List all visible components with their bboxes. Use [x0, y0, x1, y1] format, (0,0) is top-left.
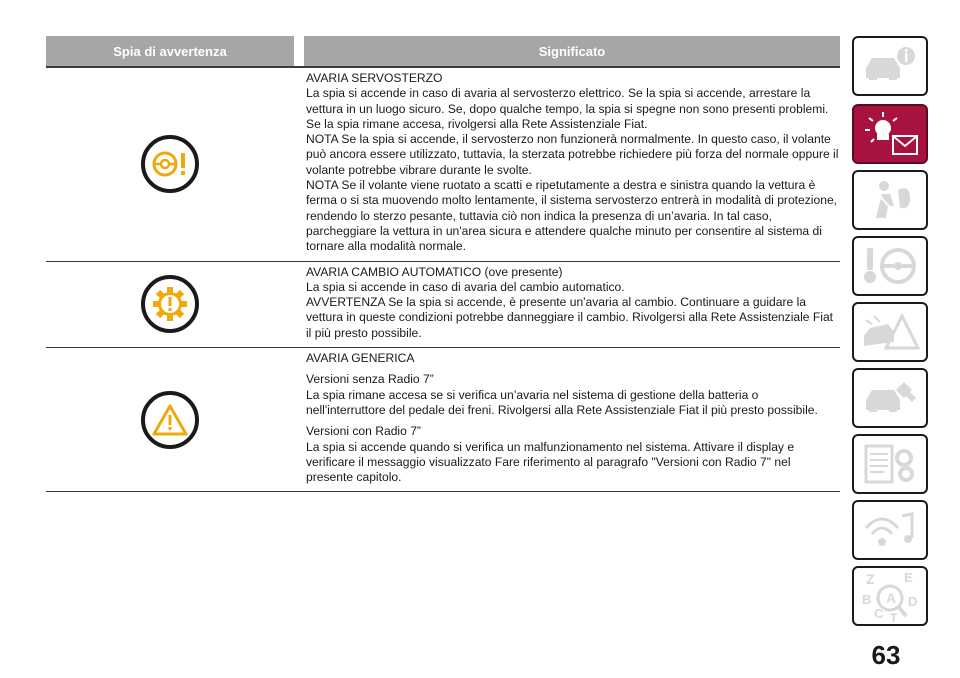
meaning-text: AVARIA GENERICA — [306, 351, 415, 366]
tab-car-info[interactable] — [852, 36, 928, 96]
table-row — [46, 348, 840, 492]
index-letter: A — [886, 590, 897, 606]
meaning-text: Versioni con Radio 7” La spia si accende quando si verifica un malfunzionamento nel sistema. Attivare il display e verificare il messaggio visualizzato Fare riferimento al paragrafo "Versioni con Radio 7" nel presente capitolo. — [306, 424, 795, 485]
warning-lights-messages-icon — [859, 110, 921, 158]
general-failure-triangle-icon — [141, 391, 199, 449]
table-row — [46, 68, 840, 262]
alphabetical-index-icon — [860, 570, 920, 622]
warning-lights-table — [46, 36, 840, 492]
meaning-text: Versioni senza Radio 7” La spia rimane accesa se si verifica un’avaria nel sistema di gestione della batteria o nell'interruttore del pedale dei freni. Rivolgersi alla Rete Assistenziale Fiat il più presto possibile. — [306, 372, 818, 417]
technical-data-icon — [860, 442, 920, 486]
meaning-cell — [294, 348, 840, 491]
safety-airbag-icon — [860, 178, 920, 222]
power-steering-warning-icon — [141, 135, 199, 193]
header-separator — [294, 36, 304, 66]
tab-maintenance[interactable] — [852, 368, 928, 428]
index-letter: C — [874, 606, 884, 621]
index-letter: E — [904, 570, 913, 585]
header-warning-light: Spia di avvertenza — [113, 43, 227, 59]
icon-cell — [46, 348, 294, 491]
index-letter: B — [862, 592, 872, 607]
meaning-cell — [294, 68, 840, 261]
multimedia-icon — [860, 508, 920, 552]
page-number: 63 — [871, 640, 901, 670]
index-letter: Z — [866, 571, 875, 587]
tab-index[interactable] — [852, 566, 928, 626]
automatic-transmission-warning-icon — [141, 275, 199, 333]
tab-emergency[interactable] — [852, 302, 928, 362]
index-letter: T — [890, 611, 898, 622]
header-meaning: Significato — [538, 43, 606, 59]
icon-cell — [46, 262, 294, 347]
tab-multimedia[interactable] — [852, 500, 928, 560]
tab-safety[interactable] — [852, 170, 928, 230]
meaning-text: AVARIA SERVOSTERZO La spia si accende in caso di avaria al servosterzo elettrico. Se la spia si accende, arrestare la vettura in un luogo sicuro. Se, dopo qualche tempo, la spia si spegne non sono presenti problemi. Se la spia rimane accesa, rivolgersi alla Rete Assistenziale Fiat. NOTA Se la spia si accende, il servosterzo non funzionerà normalmente. In questo caso, il volante può ancora essere utilizzato, tuttavia, la sterzata potrebbe richiedere più forza del normale oppure il volante potrebbe vibrare durante le svolte. NOTA Se il volante viene ruotato a scatti e ripetutamente a destra e sinistra quando la vettura è ferma o si sta muovendo molto lentamente, il sistema servosterzo entrerà in modalità di protezione, rendendo lo sterzo pesante, tuttavia ciò non indica la presenza di un’avaria. In tal caso, parcheggiare la vettura in un'area sicura e attendere qualche minuto per consentire al sistema di tornare alla modalità normale. — [306, 71, 839, 254]
table-row — [46, 262, 840, 348]
tab-starting-driving[interactable] — [852, 236, 928, 296]
meaning-cell — [294, 262, 840, 347]
car-emergency-icon — [860, 310, 920, 354]
car-info-icon — [860, 44, 920, 88]
meaning-text: AVARIA CAMBIO AUTOMATICO (ove presente) La spia si accende in caso di avaria del cambio automatico. AVVERTENZA Se la spia si accende, è presente un'avaria al cambio. Continuare a guidare la vettura in queste condizioni potrebbe danneggiare il cambio. Rivolgersi alla Rete Assistenziale Fiat il più presto possibile. — [306, 264, 834, 340]
steering-wheel-key-icon — [860, 244, 920, 288]
tab-warning-lights[interactable] — [852, 104, 928, 164]
car-service-icon — [860, 376, 920, 420]
tab-technical-data[interactable] — [852, 434, 928, 494]
icon-cell — [46, 68, 294, 261]
table-header — [46, 36, 840, 66]
index-letter: D — [908, 594, 918, 609]
